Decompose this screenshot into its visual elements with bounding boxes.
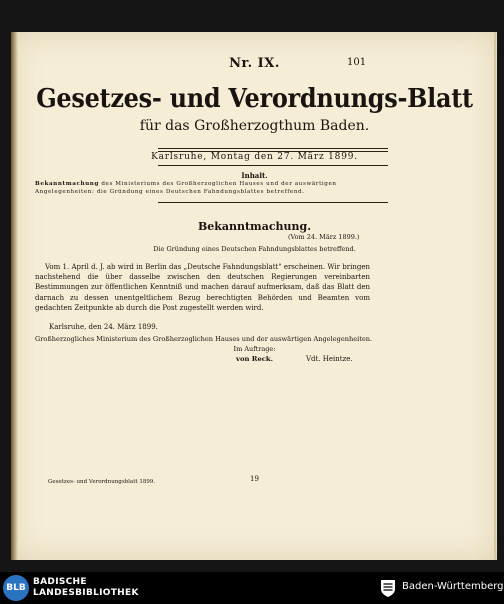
announcement-body bbox=[35, 262, 370, 313]
footer-publication: Gesetzes- und Verordnungsblatt 1899. bbox=[48, 479, 156, 485]
ministry-line: Großherzogliches Ministerium des Großherzoglichen Hauses und der auswärtigen Angelegenheiten. bbox=[35, 335, 373, 343]
signature-heintze: Vdt. Heintze. bbox=[306, 355, 353, 363]
announcement-date: (Vom 24. März 1899.) bbox=[288, 233, 360, 241]
body-paragraph: Vom 1. April d. J. ab wird in Berlin das „Deutsche Fahndungsblatt" erscheinen. Wir bringen nachstehend die über dasselbe zwischen den deutschen Regierungen vereinbarten Bestimmungen zur öffentlichen Kenntniß und machen darauf aufmerksam, daß das Blatt den darnach zu dessen unentgeltlichem Bezug berechtigten Behörden und Beamten vom gedachten Zeitpunkte ab durch die Post zugestellt werden wird. bbox=[35, 263, 370, 312]
place-date: Karlsruhe, den 24. März 1899. bbox=[49, 323, 158, 331]
page-subtitle: für das Großherzogthum Baden. bbox=[139, 118, 370, 134]
by-order-line: Im Auftrage: bbox=[233, 345, 276, 353]
divider bbox=[158, 165, 388, 166]
contents-text bbox=[35, 180, 371, 196]
divider bbox=[158, 148, 388, 149]
contents-heading: Inhalt. bbox=[241, 171, 268, 180]
contents-description: des Ministeriums des Großherzoglichen Hauses und der auswärtigen Angelegenheiten: die Gründung eines Deutschen Fahndungsblattes betreffend. bbox=[35, 181, 337, 195]
announcement-heading: Bekanntmachung. bbox=[197, 220, 312, 233]
dateline: Karlsruhe, Montag den 27. März 1899. bbox=[151, 152, 358, 162]
baden-wuerttemberg-crest-icon[interactable] bbox=[379, 578, 397, 598]
page-title: Gesetzes- und Verordnungs-Blatt bbox=[36, 81, 473, 114]
library-name-line2: LANDESBIBLIOTHEK bbox=[33, 588, 139, 598]
page-number: 101 bbox=[347, 57, 367, 68]
blb-logo-icon[interactable]: BLB bbox=[3, 575, 29, 601]
library-name-line1: BADISCHE bbox=[33, 577, 87, 587]
issue-number: Nr. IX. bbox=[229, 56, 280, 71]
library-name[interactable] bbox=[33, 577, 139, 599]
book-gutter bbox=[11, 32, 18, 560]
branding-bar bbox=[0, 572, 504, 604]
state-name[interactable]: Baden-Württemberg bbox=[402, 581, 504, 592]
scanned-page bbox=[11, 32, 497, 560]
announcement-subject: Die Gründung eines Deutschen Fahndungsblattes betreffend. bbox=[153, 245, 356, 253]
contents-label: Bekanntmachung bbox=[35, 181, 99, 187]
divider bbox=[158, 202, 388, 203]
signature-reck: von Reck. bbox=[236, 355, 273, 363]
footer-sheet-number: 19 bbox=[250, 475, 259, 483]
page-edge bbox=[494, 32, 496, 560]
